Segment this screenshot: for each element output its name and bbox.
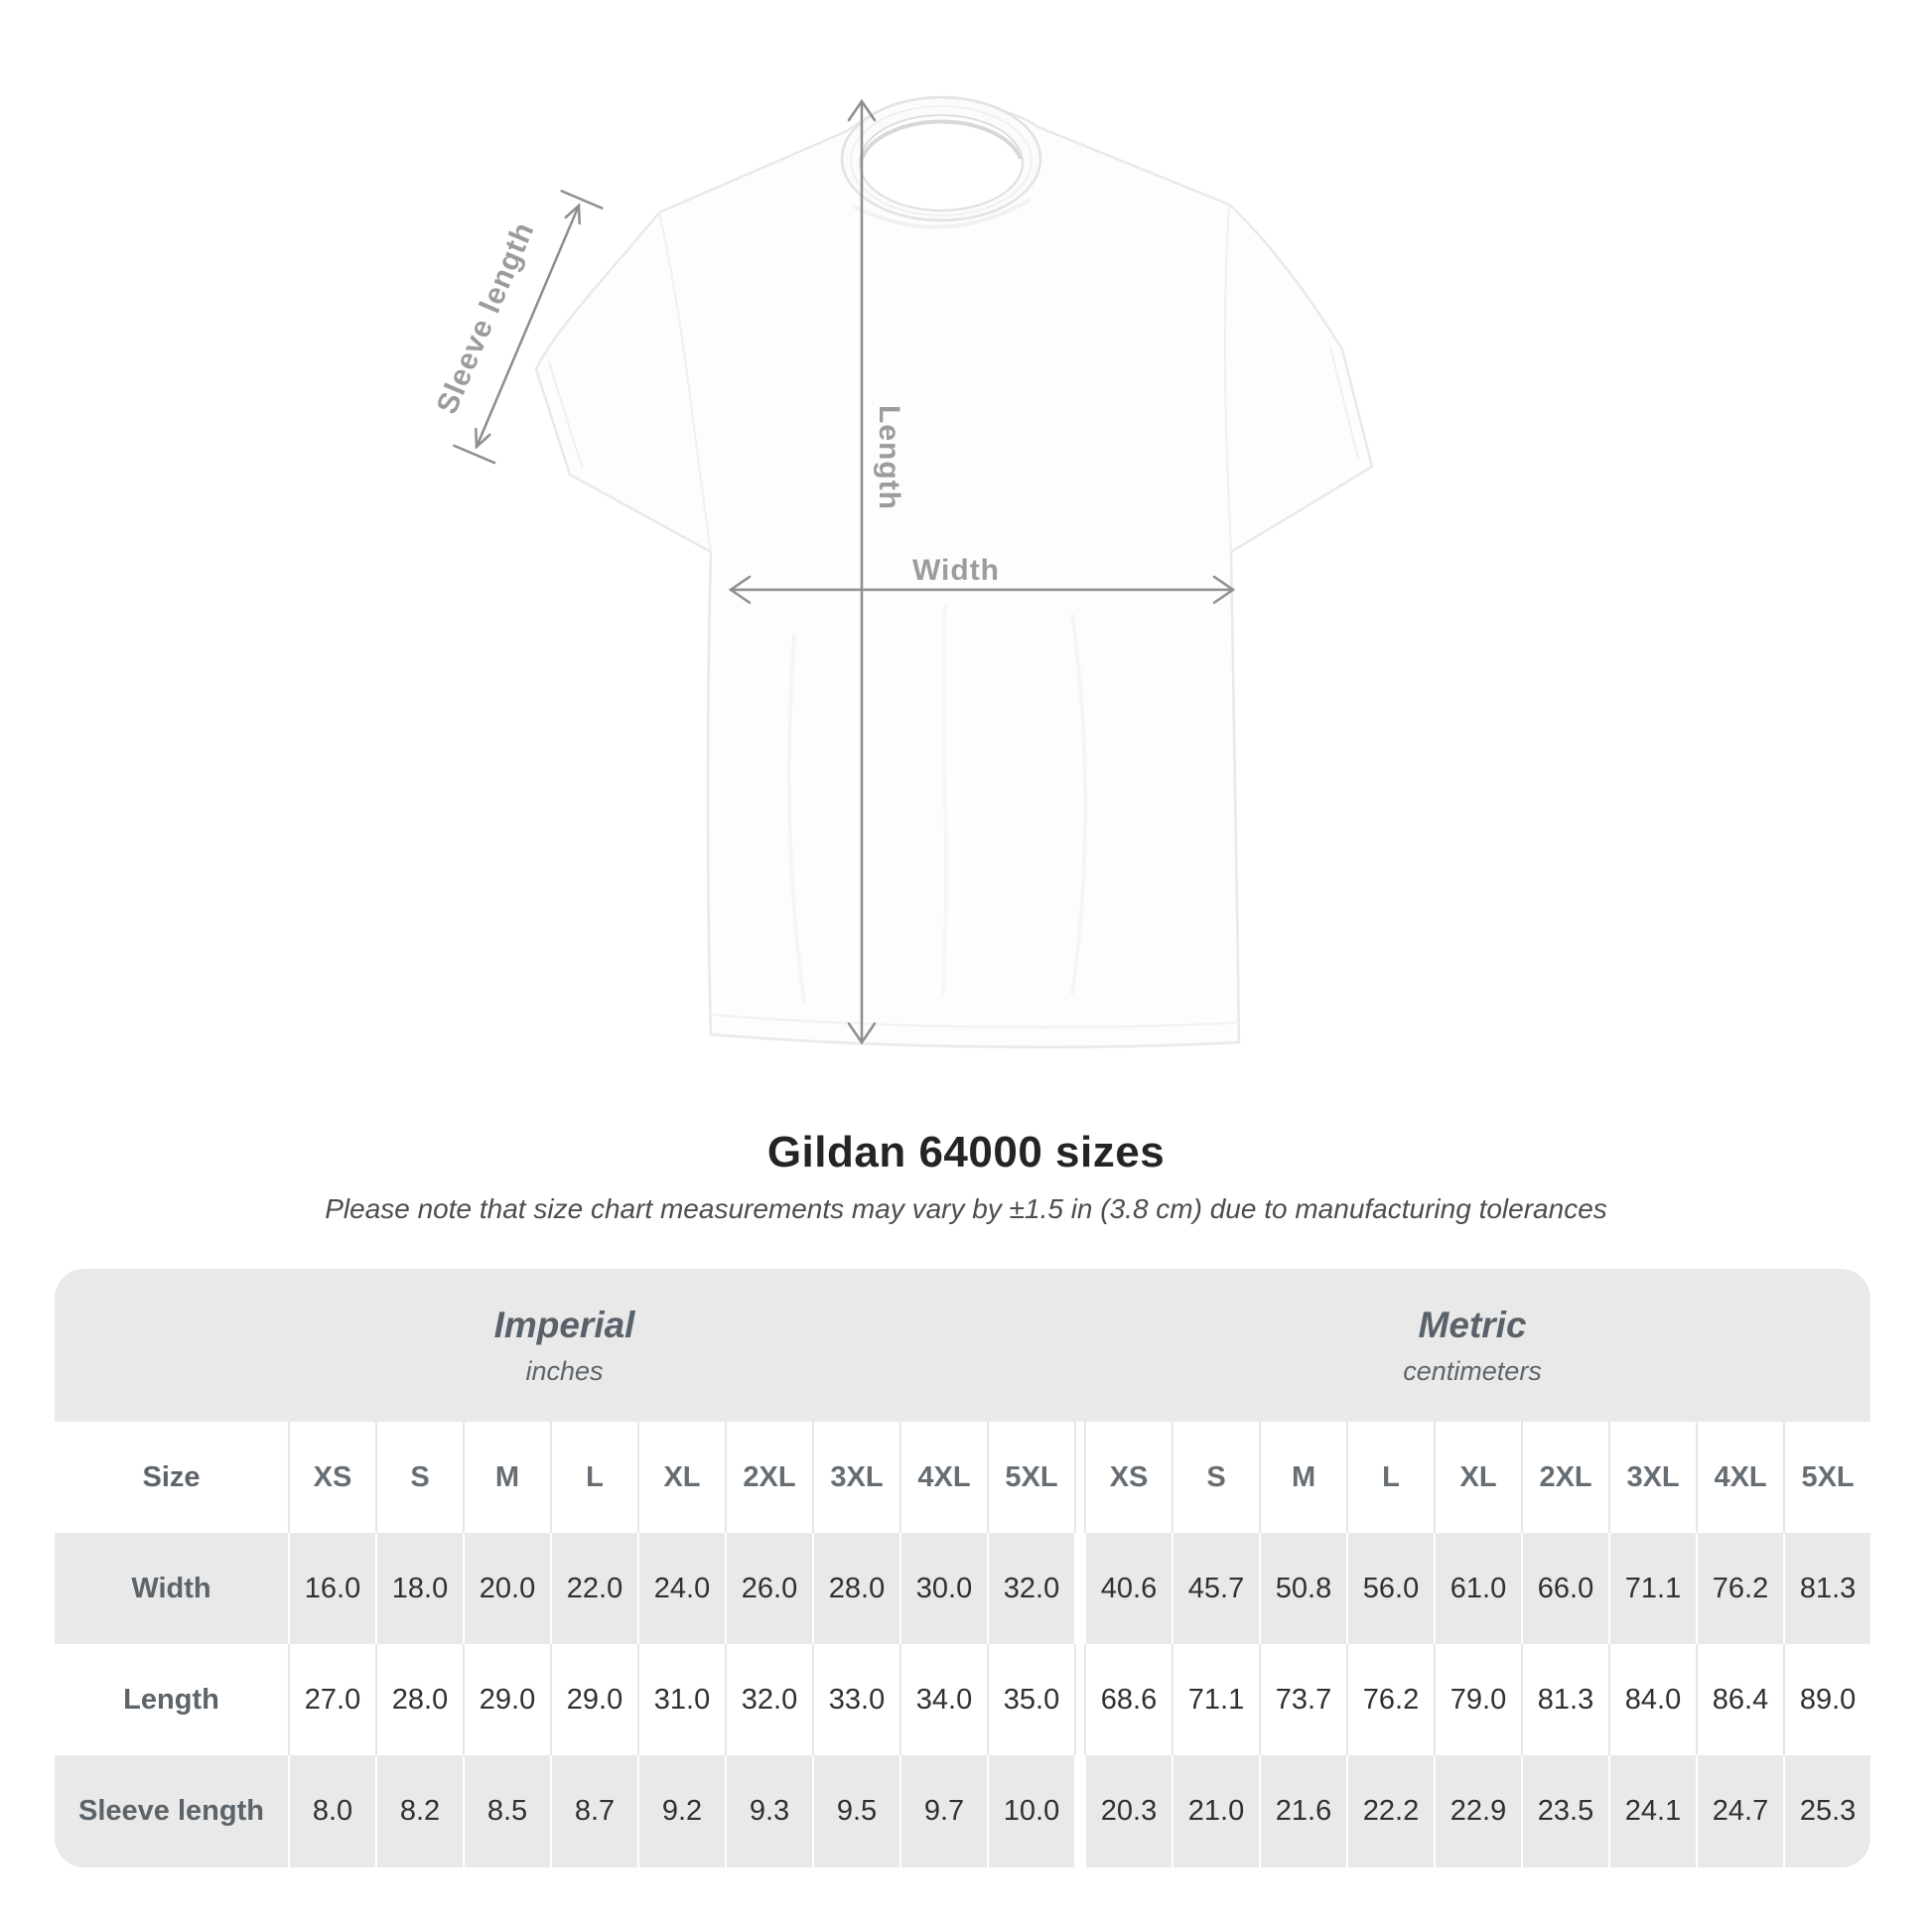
value-cell: 81.3 [1521, 1644, 1608, 1755]
metric-title: Metric [1418, 1304, 1527, 1345]
size-header-imperial-2xl: 2XL [725, 1422, 812, 1533]
size-header-imperial-xs: XS [288, 1422, 375, 1533]
size-chart-table [55, 1269, 1870, 1867]
value-cell: 89.0 [1783, 1644, 1870, 1755]
width-label: Width [911, 554, 1001, 587]
size-chart [55, 1269, 1870, 1867]
size-header-imperial-m: M [463, 1422, 550, 1533]
value-cell: 86.4 [1696, 1644, 1783, 1755]
size-header-imperial-4xl: 4XL [899, 1422, 987, 1533]
value-cell: 32.0 [987, 1533, 1074, 1644]
value-cell: 24.1 [1608, 1755, 1696, 1867]
value-cell: 66.0 [1521, 1533, 1608, 1644]
value-cell: 8.2 [375, 1755, 463, 1867]
heading-block [0, 1128, 1932, 1225]
value-cell: 68.6 [1084, 1644, 1172, 1755]
row-label-length: Length [55, 1644, 288, 1755]
value-cell: 71.1 [1172, 1644, 1259, 1755]
sleeve-length-row [55, 1755, 1870, 1867]
unit-gap [1074, 1755, 1084, 1867]
value-cell: 81.3 [1783, 1533, 1870, 1644]
imperial-unit: inches [525, 1355, 604, 1386]
size-header-metric-3xl: 3XL [1608, 1422, 1696, 1533]
value-cell: 10.0 [987, 1755, 1074, 1867]
metric-unit: centimeters [1403, 1355, 1542, 1386]
value-cell: 9.5 [812, 1755, 899, 1867]
row-label-width: Width [55, 1533, 288, 1644]
size-header-metric-5xl: 5XL [1783, 1422, 1870, 1533]
value-cell: 8.0 [288, 1755, 375, 1867]
value-cell: 33.0 [812, 1644, 899, 1755]
size-header-imperial-l: L [550, 1422, 637, 1533]
value-cell: 40.6 [1084, 1533, 1172, 1644]
value-cell: 31.0 [637, 1644, 725, 1755]
value-cell: 9.3 [725, 1755, 812, 1867]
value-cell: 9.2 [637, 1755, 725, 1867]
value-cell: 71.1 [1608, 1533, 1696, 1644]
length-row [55, 1644, 1870, 1755]
value-cell: 30.0 [899, 1533, 987, 1644]
value-cell: 23.5 [1521, 1755, 1608, 1867]
value-cell: 61.0 [1434, 1533, 1521, 1644]
value-cell: 28.0 [375, 1644, 463, 1755]
size-header-metric-4xl: 4XL [1696, 1422, 1783, 1533]
value-cell: 35.0 [987, 1644, 1074, 1755]
value-cell: 22.2 [1346, 1755, 1434, 1867]
value-cell: 73.7 [1259, 1644, 1346, 1755]
value-cell: 79.0 [1434, 1644, 1521, 1755]
size-header-imperial-3xl: 3XL [812, 1422, 899, 1533]
sleeve-length-label: Sleeve length [430, 216, 541, 419]
value-cell: 18.0 [375, 1533, 463, 1644]
size-header-metric-s: S [1172, 1422, 1259, 1533]
length-label: Length [873, 405, 905, 510]
value-cell: 27.0 [288, 1644, 375, 1755]
value-cell: 24.0 [637, 1533, 725, 1644]
value-cell: 16.0 [288, 1533, 375, 1644]
row-label-sleeve-length: Sleeve length [55, 1755, 288, 1867]
size-header-metric-2xl: 2XL [1521, 1422, 1608, 1533]
size-header-metric-m: M [1259, 1422, 1346, 1533]
value-cell: 84.0 [1608, 1644, 1696, 1755]
page-title: Gildan 64000 sizes [766, 1128, 1166, 1176]
imperial-title: Imperial [493, 1304, 635, 1345]
value-cell: 29.0 [463, 1644, 550, 1755]
value-cell: 26.0 [725, 1533, 812, 1644]
value-cell: 22.0 [550, 1533, 637, 1644]
value-cell: 45.7 [1172, 1533, 1259, 1644]
unit-band-row [55, 1269, 1870, 1422]
imperial-header [55, 1269, 1074, 1422]
value-cell: 34.0 [899, 1644, 987, 1755]
unit-gap [1074, 1533, 1084, 1644]
value-cell: 20.0 [463, 1533, 550, 1644]
size-column-header: Size [55, 1422, 288, 1533]
value-cell: 25.3 [1783, 1755, 1870, 1867]
size-header-imperial-5xl: 5XL [987, 1422, 1074, 1533]
width-row [55, 1533, 1870, 1644]
metric-header [1074, 1269, 1870, 1422]
value-cell: 29.0 [550, 1644, 637, 1755]
size-header-imperial-s: S [375, 1422, 463, 1533]
unit-gap [1074, 1422, 1084, 1533]
size-header-metric-l: L [1346, 1422, 1434, 1533]
value-cell: 9.7 [899, 1755, 987, 1867]
value-cell: 22.9 [1434, 1755, 1521, 1867]
value-cell: 21.0 [1172, 1755, 1259, 1867]
unit-gap [1074, 1644, 1084, 1755]
value-cell: 24.7 [1696, 1755, 1783, 1867]
value-cell: 32.0 [725, 1644, 812, 1755]
value-cell: 76.2 [1346, 1644, 1434, 1755]
value-cell: 56.0 [1346, 1533, 1434, 1644]
value-cell: 76.2 [1696, 1533, 1783, 1644]
size-header-imperial-xl: XL [637, 1422, 725, 1533]
value-cell: 21.6 [1259, 1755, 1346, 1867]
size-header-metric-xs: XS [1084, 1422, 1172, 1533]
value-cell: 8.5 [463, 1755, 550, 1867]
value-cell: 8.7 [550, 1755, 637, 1867]
tolerance-note: Please note that size chart measurements may vary by ±1.5 in (3.8 cm) due to manufacturing tolerances [325, 1193, 1607, 1224]
value-cell: 20.3 [1084, 1755, 1172, 1867]
size-header-metric-xl: XL [1434, 1422, 1521, 1533]
value-cell: 28.0 [812, 1533, 899, 1644]
value-cell: 50.8 [1259, 1533, 1346, 1644]
size-header-row [55, 1422, 1870, 1533]
